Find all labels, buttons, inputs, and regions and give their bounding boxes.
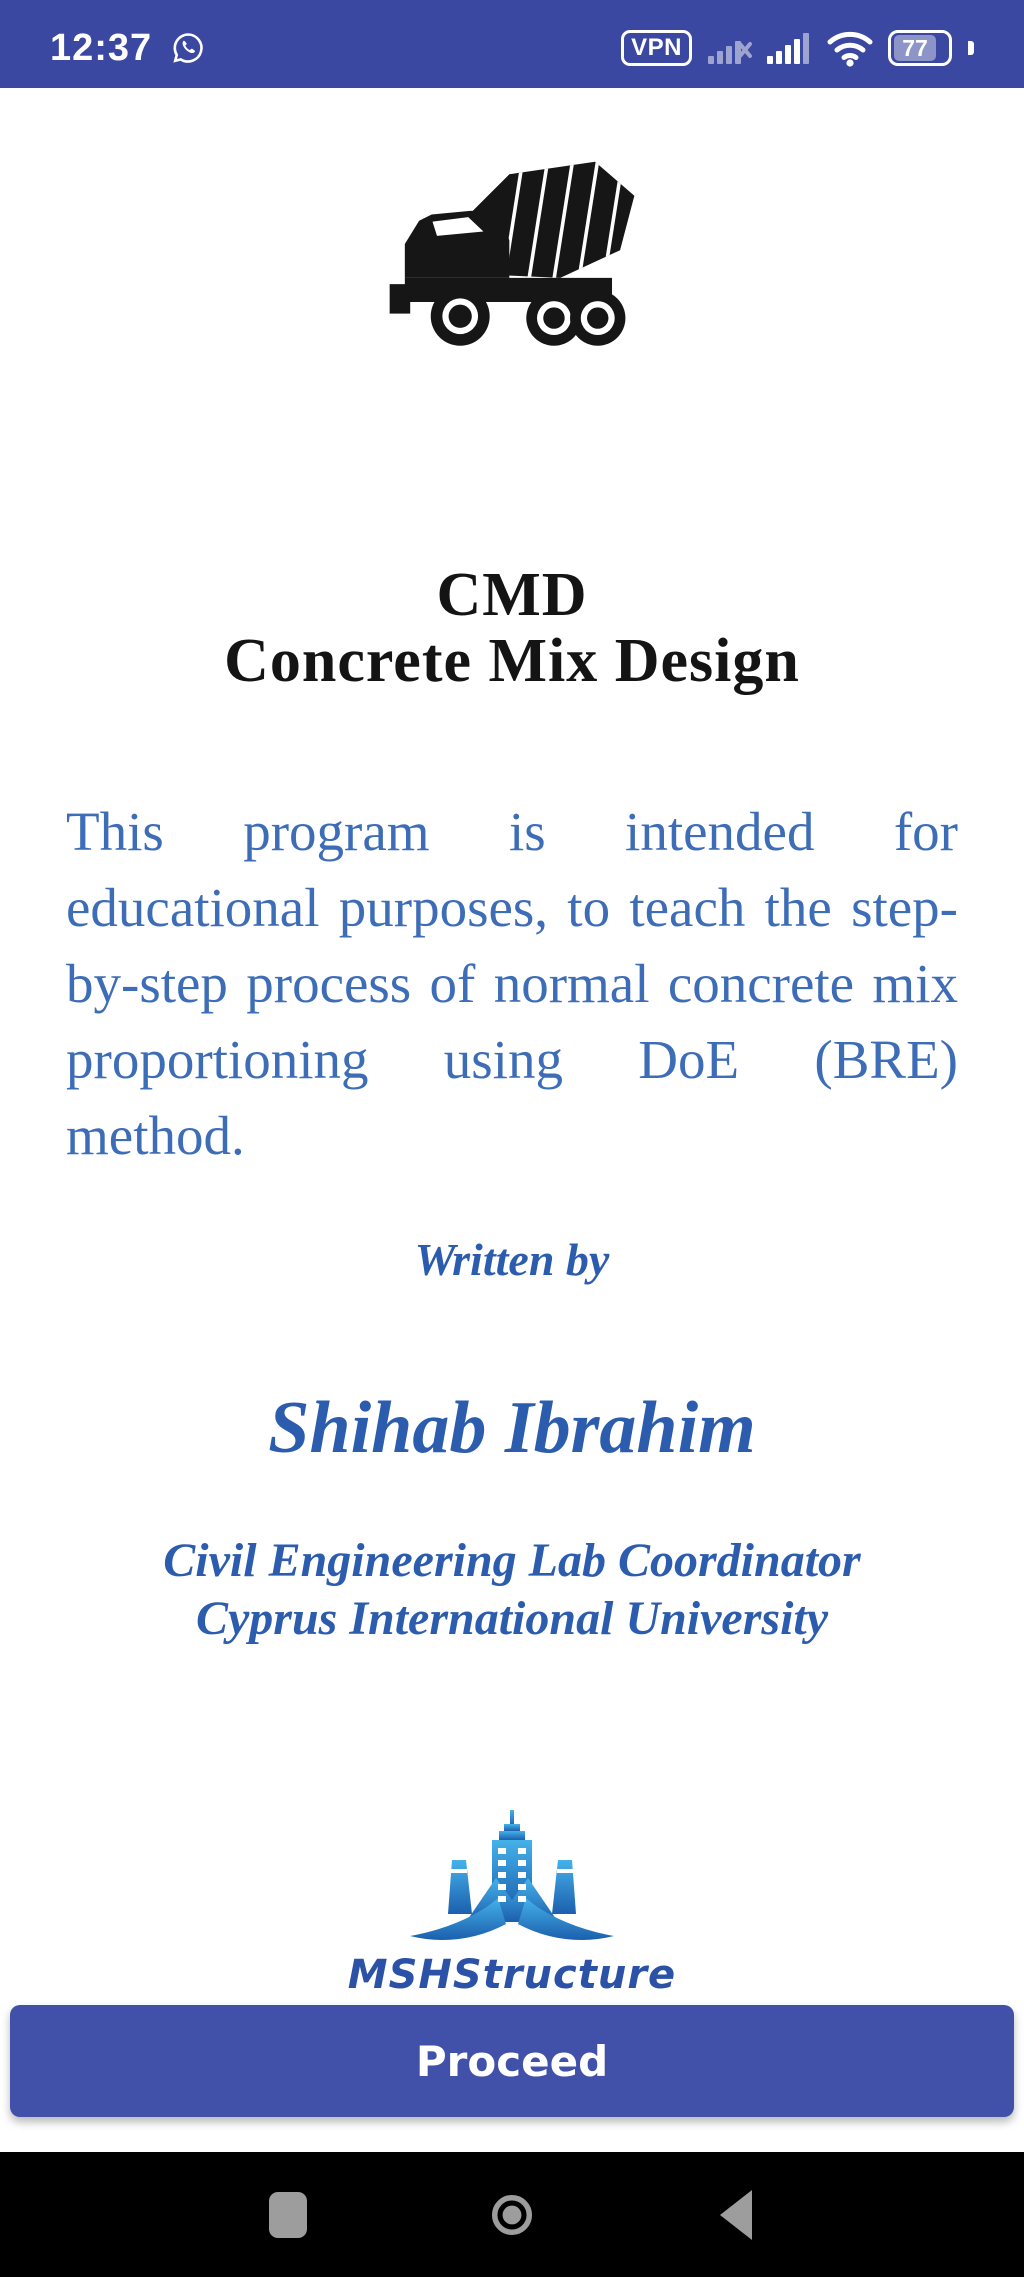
logo-text: MSHStructure	[347, 1952, 677, 1998]
app-description: This program is intended for educational purposes, to teach the step-by-step process of normal concrete mix proportioning using DoE (BRE) method.	[66, 801, 958, 1166]
proceed-button[interactable]: Proceed	[10, 2005, 1014, 2117]
skyscraper-open-book-icon	[392, 1808, 632, 1951]
author-name: Shihab Ibrahim	[268, 1387, 756, 1469]
battery-icon	[888, 30, 952, 66]
back-button[interactable]	[714, 2187, 758, 2243]
recents-icon	[269, 2192, 307, 2238]
concrete-mixer-truck-icon	[376, 160, 648, 357]
signal-sim1-icon	[706, 28, 752, 68]
android-nav-bar	[0, 2152, 1024, 2277]
app-title: Concrete Mix Design	[224, 627, 800, 695]
title-block	[224, 562, 800, 694]
status-time: 12:37	[50, 26, 153, 69]
app-acronym: CMD	[436, 561, 588, 629]
recents-button[interactable]	[266, 2187, 310, 2243]
written-by-label: Written by	[414, 1234, 610, 1285]
battery-tip	[968, 41, 974, 55]
back-icon	[720, 2190, 752, 2240]
status-bar-right	[621, 28, 974, 68]
vpn-badge-label: VPN	[631, 33, 682, 61]
battery-percent: 77	[894, 35, 936, 61]
author-affiliation: Cyprus International University	[195, 1592, 829, 1645]
mshstructure-logo	[348, 1808, 676, 1997]
whatsapp-icon	[170, 30, 206, 66]
author-role: Civil Engineering Lab Coordinator	[163, 1534, 861, 1587]
status-bar	[0, 0, 1024, 88]
wifi-icon	[826, 29, 874, 67]
home-button[interactable]	[490, 2187, 534, 2243]
vpn-badge	[621, 30, 692, 67]
signal-sim2-icon	[766, 28, 812, 68]
status-bar-left	[50, 27, 206, 70]
